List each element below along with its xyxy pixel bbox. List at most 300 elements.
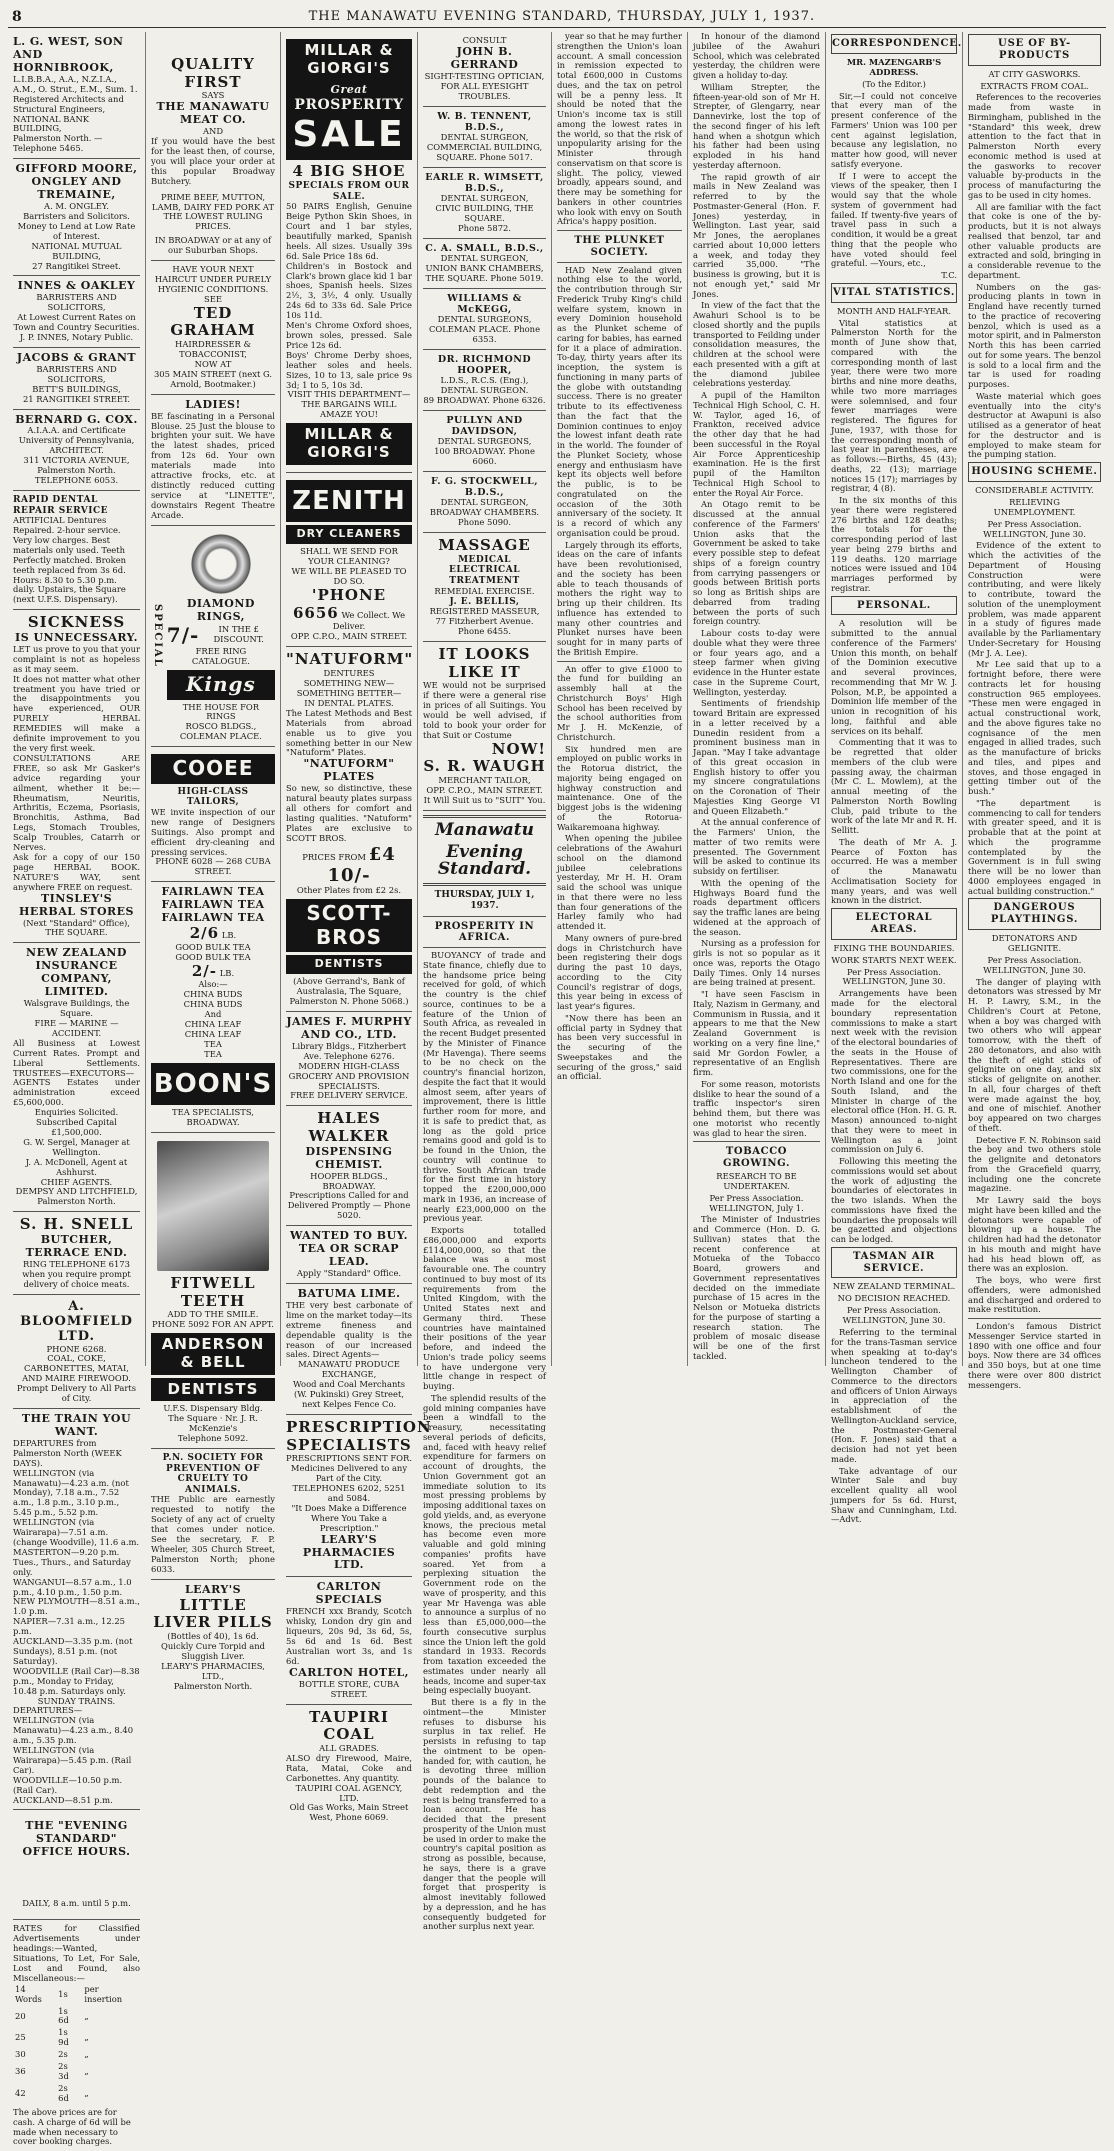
ad-line: Palmerston North. — [173, 1680, 253, 1691]
ad-title: PULLYN AND DAVIDSON, — [446, 414, 523, 438]
ad-ted-graham — [151, 261, 275, 395]
sale-word: SALE — [292, 113, 406, 155]
news-paragraph: Six hundred men are employed on public works in the Rotorua district, the majority being engaged on highway construction and maintenance. One of the biggest jobs is the widening of the Rotorua-Waikaremoana highway. — [557, 743, 682, 832]
column-3 — [281, 32, 432, 1823]
table-cell: „ — [84, 2049, 89, 2060]
table-row — [13, 1984, 140, 2006]
letter-signature: T.C. — [941, 270, 957, 281]
ad-line: CONSULTATIONS ARE FREE, so ask Mr Gasker's advice regarding your ailment, whether it be:—Rheumatism, Neuritis, Arthritis, Eczema, Psoriasis, Bronchitis, Asthma, Bad Legs, Stomach Troubles, Scalp Troubles, Catarrh or Nerves. — [13, 752, 140, 853]
letter-paragraph: If I were to accept the views of the speaker, then I would say that the whole system of government had failed. If twenty-five years of travel pass in such a condition, it would be a great thing that the people who have voted should feel grateful. —Yours, etc., — [831, 170, 957, 269]
ad-line: THE Public are earnestly requested to notify the Society of any act of cruelty that comes under notice. See the secretary, F. P. Wheeler, 305 Church Street, Palmerston North; phone 6033. — [151, 1494, 275, 1574]
ad-line: REGISTERED MASSEUR, — [429, 606, 540, 617]
ad-title: W. B. TENNENT, B.D.S., — [437, 110, 532, 133]
ad-line: Prescriptions Called for and Delivered Promptly — Phone 5020. — [287, 1190, 411, 1221]
ad-line: COLEMAN PLACE. Phone 6353. — [428, 323, 541, 344]
ad-line: WOODVILLE—10.50 p.m. (Rail Car). — [13, 1774, 123, 1795]
ad-line: WE WILL BE PLEASED TO DO SO. — [291, 566, 407, 586]
ad-title: JAMES F. MURPHY AND CO., LTD. — [286, 1014, 412, 1041]
divider — [968, 1318, 1101, 1319]
news-paragraph: The rapid growth of air mails in New Zealand was referred to by the Postmaster-General (Hon. F. Jones) yesterday, in Wellington. Last year, said Mr Jones, the aeroplanes carried about 10,000 letters a week, and today they carried 35,000. "The business is growing, but it is not enough yet," said Mr Jones. — [693, 171, 820, 299]
ad-line: DENTAL SURGEON. — [440, 385, 529, 396]
ad-sickness — [13, 610, 140, 943]
ad-title: JACOBS & GRANT — [16, 350, 137, 364]
ad-taupiri-coal — [286, 1705, 412, 1828]
ad-line: BROADWAY CHAMBERS. — [429, 507, 540, 518]
ad-line: A. M. ONGLEY. — [44, 201, 109, 212]
ad-line: DAILY, 8 a.m. until 5 p.m. — [22, 1898, 131, 1909]
news-paragraph: With the opening of the Highways Board fund the roads department officers say the traffic lanes are being widened at the approach of the season. — [693, 877, 820, 937]
table-cell: „ — [84, 2010, 89, 2021]
table-cell: 14 Words — [15, 1983, 42, 2004]
article-subheadline: WORK STARTS NEXT WEEK. — [831, 954, 957, 965]
ad-title: TEETH — [180, 1291, 246, 1310]
ad-line: If you would have the best for the least then, of course, you will place your order at this popular Broadway Butchery. — [151, 136, 275, 186]
column-2 — [146, 32, 281, 1691]
ad-innes-oakley — [13, 276, 140, 348]
ad-line: 50 PAIRS English, Genuine Beige Python Skin Shoes, in Court and 1 bar styles, beautifully marked, Spanish heels. All sizes. Usually 39s 6d. Sale Price 18s 6d. — [286, 201, 412, 261]
ad-line: AUCKLAND—3.35 p.m. (not Sundays), 8.51 p.m. (not Saturday). — [13, 1636, 133, 1666]
ad-line: OPP. C.P.O., MAIN STREET. — [426, 784, 543, 795]
article-paragraph: But there is a fly in the ointment—the Minister refuses to disburse his surplus in tax relief. He persists in refusing to tap the ointment to be open-handed for, with caution, he is devoting three million pounds of the balance to debt redemption and the rest is being transferred to a loan account. He has decided that the present prosperity of the Union must be used in order to make the country's capital position as strong as possible, because, he says, there is a grave danger that the people will forget that prosperity is almost inevitably followed by a depression, and he has consequently budgeted for another surplus next year. — [423, 1697, 546, 1932]
ad-line: DENTAL SURGEON, — [440, 497, 529, 508]
ad-title: GIFFORD MOORE, ONGLEY AND TREMAINE, — [15, 162, 138, 202]
ad-title: SICKNESS — [27, 613, 126, 632]
ad-gifford-moore — [13, 159, 140, 276]
rates-heading: RATES for Classified Advertisements under headings:—Wanted, Situations, To Let, For Sale, Lost and Found, also Miscellaneous:— — [13, 1923, 140, 1983]
ad-line: HAIRDRESSER & TOBACCONIST, — [175, 339, 251, 359]
article-paragraph: All are familiar with the fact that coke is one of the by-products, but it is not always realised that benzol, tar and other valuable products are extracted and sold, bringing in a considerable revenue to the department. — [968, 201, 1101, 280]
ad-line: LET us prove to you that your complaint is not as hopeless as it may seem. — [13, 643, 140, 674]
ad-wanted-to-buy — [286, 1226, 412, 1284]
ad-line: (Bottles of 40), 1s 6d. — [167, 1631, 259, 1642]
ad-line: The Square · Nr. J. R. McKenzie's — [168, 1413, 258, 1434]
article-subheadline: MONTH AND HALF-YEAR. — [837, 305, 951, 316]
ad-line: SOMETHING NEW— — [303, 678, 395, 689]
ad-title: FAIRLAWN TEA — [161, 898, 265, 912]
table-row — [13, 2049, 140, 2061]
article-paragraph: Arrangements have been made for the electoral boundary representation commissions to make a start next week with the revision of the electoral boundaries of the seats in the House of Representatives. There are two commissions, one for the North Island and one for the South Island, and the Minister in charge of the electoral office (Hon. H. G. R. Mason) announced to-night that they were to meet in Wellington as a joint commission on July 6. — [831, 988, 957, 1155]
ad-line: CHIEF AGENTS. — [40, 1176, 113, 1187]
ad-hales-walker — [286, 1106, 412, 1226]
table-cell: 20 — [15, 2010, 26, 2021]
section-heading: HOUSING SCHEME. — [968, 462, 1101, 482]
news-paragraph: London's famous District Messenger Service started in 1890 with one office and four boys. Now there are 34 offices and 350 boys, but at one time there were over 800 district messengers. — [968, 1321, 1101, 1390]
ad-title: BATUMA LIME. — [297, 1286, 401, 1300]
ad-line: J. A. McDonell, Agent at Ashhurst. — [25, 1156, 128, 1177]
column-5 — [552, 32, 688, 1366]
ad-murphy — [286, 1012, 412, 1106]
ad-line: Other Plates from £2 2s. — [296, 885, 402, 896]
ad-line: THE BARGAINS WILL AMAZE YOU! — [301, 399, 397, 420]
divider — [423, 883, 546, 886]
ad-line: It Will Suit us to "SUIT" You. — [423, 794, 546, 805]
ad-subtitle: OFFICE HOURS. — [22, 1845, 131, 1859]
ad-line: NOW AT — [194, 358, 232, 369]
phone-number: 'PHONE 6656 — [292, 585, 387, 622]
ad-line: NATIONAL BANK BUILDING, — [13, 113, 90, 134]
ad-line: Ask for a copy of our 150 page HERBAL BOOK. NATURE'S WAY, sent anywhere FREE on request. — [13, 851, 140, 892]
article-paragraph: Evidence of the extent to which the activities of the Department of Housing Construction were contributing, and were likely to contribute, toward the solution of the unemployment problem, was made apparent in a study of figures made available by the Parliamentary Under-Secretary for Housing (Mr J. A. Lee). — [968, 540, 1101, 658]
article-byline: Per Press Association. WELLINGTON, June 30. — [842, 966, 946, 987]
news-paragraph: "I have seen Fascism in Italy, Nazism in Germany, and Communism in Russia, and it appears to me that the New Zealand Government is working on a very fine line," said Mr Gordon Fowler, a representative of an English firm. — [693, 989, 821, 1077]
article-subheadline: CONSIDERABLE ACTIVITY. — [975, 484, 1094, 495]
ad-title: DR. RICHMOND HOOPER, — [437, 353, 532, 376]
unit: LB. — [219, 967, 235, 978]
article-paragraph: The splendid results of the gold mining companies have been a windfall to the Treasury, necessitating several periods of deficits, and, faced with heavy relief expenditure for farmers on account of droughts, the Union Government got an immediate solution to its most pressing problems by imposing additional taxes on gold yields, and, as everyone knows, the precious metal has become even more valuable and gold mining companies' profits have soared. Yet from a perplexing situation the Government rode on the wave of prosperity, and this year Mr Havenga was able to announce a surplus of no less than £5,000,000—the fourth consecutive surplus since the Union left the gold standard in 1933. Records from taxation exceeded the estimates under nearly all heads, income and super-tax being especially buoyant. — [423, 1392, 546, 1696]
page-number: 8 — [12, 8, 22, 25]
divider — [423, 916, 546, 917]
ad-title: SPECIALISTS — [286, 1435, 412, 1454]
ad-line: DENTURES — [323, 667, 375, 678]
ad-line: 305 MAIN STREET (next G. Arnold, Bootmaker.) — [153, 368, 273, 389]
ad-title: TAUPIRI COAL — [309, 1707, 389, 1744]
ad-nz-insurance — [13, 943, 140, 1212]
ad-line: Children's in Bostock and Clark's brown glace kid 1 bar shoes, Spanish heels. Sizes 2½, 3, 3½, 4 only. Usually 24s 6d to 33s 6d. Sale Price 10s 11d. — [286, 260, 412, 321]
ad-ladies-blouse — [151, 395, 275, 526]
ad-line: Telephone 5092. — [177, 1433, 249, 1444]
ad-line: HOOPER BLDGS., BROADWAY. — [310, 1170, 388, 1191]
ad-line: HAVE YOUR NEXT HAIRCUT UNDER PURELY HYGIENIC CONDITIONS. SEE — [154, 264, 272, 304]
ad-cooee — [151, 747, 275, 882]
ad-line: LEARY'S PHARMACIES, LTD., — [161, 1660, 265, 1681]
ad-line: 100 BROADWAY. Phone 6060. — [434, 446, 535, 467]
ad-stockwell — [423, 472, 546, 533]
table-row — [13, 2061, 140, 2083]
article-paragraph: Following this meeting the commissions would set about the work of adjusting the boundaries of electorates in the two islands. When the commissions have fixed the boundaries the proposals will be gazetted and objections can be lodged. — [831, 1156, 957, 1245]
ad-line: RING TELEPHONE 6173 when you require prompt delivery of choice meats. — [22, 1258, 131, 1289]
ad-line: DEMPSY AND LITCHFIELD, — [15, 1186, 138, 1197]
cooee-logo: COOEE — [151, 754, 275, 784]
ad-line: Phone 5872. — [457, 222, 512, 233]
article-paragraph: In the six months of this year there were registered 276 births and 128 deaths; the totals for the corresponding period of last year being 279 births and 119 deaths. 120 marriage notices were issued and 104 marriages performed by registrar. — [831, 495, 957, 593]
ad-line: A.I.A.A. and Certificate University of Pennsylvania, — [18, 425, 135, 446]
letter-paragraph: Sir,—I could not conceive that every man of the present conference of the Farmers' Union was 100 per cent against legislation, because any legislation, no matter how good, will never satisfy everyone. — [831, 90, 957, 169]
ad-line: FOR ALL EYESIGHT TROUBLES. — [440, 80, 529, 101]
table-cell: 36 — [15, 2066, 26, 2077]
ad-learys-pills — [151, 1580, 275, 1696]
ad-snell — [13, 1212, 140, 1294]
ad-line: NOW! — [491, 739, 546, 758]
ad-line: DENTAL SURGEON, — [440, 193, 529, 204]
news-paragraph: Nursing as a profession for girls is not so popular as it once was, reports the Otago Daily Times. Only 14 nurses are being trained at present. — [693, 938, 820, 988]
ad-line: IN BROADWAY or at any of our Suburban Shops. — [154, 235, 272, 256]
ad-line: PHONE 6028 — 268 CUBA STREET. — [155, 856, 271, 877]
article-paragraph: "The department is commencing to call for tenders with greater speed, and it is probable that at the point at which the programme contemplated by the Government is in full swing there will be no lower than 4000 employees engaged in actual building construction." — [968, 797, 1101, 896]
editorial-masthead: Manawatu — [434, 819, 535, 840]
columns — [8, 31, 1106, 2147]
ad-line: WELLINGTON (via Manawatu)—4.23 a.m., 8.40 a.m., 5.35 p.m. — [13, 1715, 134, 1746]
ad-line: WELLINGTON (via Wairarapa)—7.51 a.m. (change Woodville), 11.6 a.m. — [13, 1517, 140, 1548]
ad-line: WELLINGTON (via Wairarapa)—5.45 p.m. (Rail Car). — [13, 1745, 132, 1775]
ad-quality-first — [151, 32, 275, 261]
ad-title: WANTED TO BUY. — [290, 1229, 408, 1243]
ad-line: So new, so distinctive, these natural beauty plates surpass all others for comfort and lasting qualities. "Natuform" Plates are exclusive to SCOTT BROS. — [286, 783, 412, 843]
article-paragraph: Exports totalled £86,000,000 and exports £114,000,000, so that the balance was a most favourable one. The country continued to buy most of its requirements from the United Kingdom, with the United States next and Germany third. These countries have maintained their positions of the year before, and indeed the Union's trade policy seems to have undergone very little change in respect of buying. — [423, 1225, 546, 1392]
ad-line: BROADWAY. — [186, 1117, 240, 1128]
ad-title: FAIRLAWN TEA — [161, 885, 265, 899]
article-paragraph: Vital statistics at Palmerston North for the month of June show that, compared with the corresponding month of last year, there were two more births and nine more deaths, while two more marriages were solemnised, and four fewer marriages were registered. The figures for June, 1937, with those for the corresponding month of last year in parentheses, are as follows:—Births, 45 (43); deaths, 22 (13); marriage notices 15 (17); marriages by registrar, 4 (8). — [831, 317, 957, 494]
ad-line: UNION BANK CHAMBERS, — [425, 262, 544, 273]
table-cell: 42 — [15, 2087, 26, 2098]
price: 2/- — [191, 961, 218, 980]
article-byline: Per Press Association. WELLINGTON, June 30. — [983, 518, 1086, 539]
news-paragraph: An offer to give £1000 to the fund for building an assembly hall at the Christchurch Boys' High School has been received by the school authorities from Mr J. H. McKenzie, of Christchurch. — [557, 663, 682, 742]
ad-line: BETT'S BUILDINGS, — [32, 383, 121, 394]
ad-line: MANAWATU PRODUCE EXCHANGE, — [298, 1359, 400, 1380]
column-1 — [8, 32, 146, 2147]
ad-title: DIAMOND RINGS, — [186, 596, 255, 623]
article-byline: (To the Editor.) — [862, 78, 926, 89]
ad-line: WANGANUI—8.57 a.m., 1.0 p.m., 4.10 p.m., 1.50 p.m. — [13, 1576, 132, 1597]
dentists-logo: DENTISTS — [151, 1378, 275, 1402]
ad-bloomfield — [13, 1295, 140, 1409]
ad-line: Also:— — [198, 979, 228, 990]
table-cell: 25 — [15, 2032, 26, 2043]
ad-line: ADD TO THE SMILE. — [167, 1309, 259, 1320]
price: £4 10/- — [327, 843, 396, 886]
ad-title: A. BLOOMFIELD LTD. — [20, 1298, 133, 1345]
ad-line: CIVIC BUILDING, THE SQUARE. — [435, 203, 534, 223]
article-subheadline: NEW ZEALAND TERMINAL. — [832, 1281, 956, 1292]
article-subheadline: EXTRACTS FROM COAL. — [980, 80, 1089, 91]
ad-line: FREE RING CATALOGUE. — [191, 646, 250, 666]
news-paragraph: A pupil of the Hamilton Technical High School, C. H. W. Taylor, aged 16, of Frankton, received advice the other day that he had been successful in the Royal Air Force Apprenticeship examination. He is the first pupil of the Hamilton Technical High School to enter the Royal Air Force. — [693, 390, 820, 498]
ad-fairlawn-tea — [151, 882, 275, 1133]
ad-line: Prompt Delivery to All Parts of City. — [16, 1383, 137, 1404]
ad-line: J. P. INNES, Notary Public. — [19, 332, 134, 342]
news-paragraph: Labour costs to-day were double what they were three or four years ago, and a steep farmer when giving evidence in the Hunter estate case in the Supreme Court, Wellington, yesterday. — [693, 628, 820, 697]
news-paragraph: In honour of the diamond jubilee of the Awahuri School, which was celebrated yesterday, the children were given a holiday to-day. — [693, 31, 820, 80]
ad-dental-repair — [13, 491, 140, 610]
ad-hooper — [423, 350, 546, 411]
ad-subtitle: MEDICAL ELECTRICAL TREATMENT — [448, 554, 521, 587]
ad-prescription — [286, 1415, 432, 1578]
ad-batuma-lime — [286, 1284, 412, 1415]
newspaper-page — [8, 6, 1106, 2147]
section-heading: PERSONAL. — [831, 596, 957, 616]
article-paragraph: HAD New Zealand given nothing else to the world, the contribution through Sir Frederick Truby King's child welfare system, known in every Dominion household as the Plunket scheme of caring for babies, has earned for it a place of admiration. To-day, thirty years after its inception, the system is functioning in many parts of the globe with outstanding success. There is no greater tribute to its effectiveness than the fact that the Dominion continues to enjoy the lowest infant death rate in the world. The founder of the Plunket Society, whose energy and enthusiasm have kept its objects well before the public, is to be congratulated on the occasion of the 30th anniversary of the society. It is a record of which any organisation could be proud. — [557, 264, 682, 538]
section-heading: ELECTORAL AREAS. — [831, 908, 957, 940]
ad-line: LEARY'S PHARMACIES LTD. — [302, 1532, 396, 1572]
column-8 — [963, 32, 1106, 1390]
ad-jacobs-grant — [13, 348, 140, 410]
ad-line: TEA SPECIALISTS, — [172, 1107, 254, 1118]
ad-west-hornibrook — [13, 32, 140, 159]
table-row — [13, 2006, 140, 2028]
ad-line: Palmerston North. — Telephone 5465. — [13, 133, 103, 154]
ad-line: Library Bldgs., Fitzherbert Ave. Telephone 6276. — [291, 1040, 407, 1061]
ad-line: Medicines Delivered to any Part of the City. — [290, 1463, 408, 1484]
boons-logo: BOON'S — [151, 1063, 275, 1106]
ad-line: Palmerston North. — [37, 1196, 116, 1207]
article-headline: THE PLUNKET SOCIETY. — [574, 235, 665, 258]
ad-title: BERNARD G. COX. — [15, 412, 138, 426]
ad-subtitle: SPECIALS FROM OUR SALE. — [288, 181, 410, 202]
ad-title: THE TRAIN YOU WANT. — [21, 1412, 132, 1438]
ad-line: IN DENTAL PLATES. — [304, 697, 394, 708]
ad-line: 89 BROADWAY. Phone 6326. — [423, 394, 546, 405]
article-paragraph: BUOYANCY of trade and State finance, chiefly due to the handsome price being received for gold, of which the country is the chief source, continues to be a feature of the Union of South Africa, as revealed in the recent Budget presented by the Minister of Finance (Mr Havenga). There seems to be no check on the country's financial horizon, despite the fact that it would almost seem, after years of improvement, there is little further room for more, and it is safe to predict that, as long as the gold price remains good and gold is to be found in the Union, the country will continue to thrive. South African trade for the first time in history topped the £200,000,000 mark in 1936, an increase of nearly £23,000,000 on the previous year. — [423, 950, 546, 1224]
ad-line: FIRE — MARINE — ACCIDENT. — [34, 1018, 119, 1038]
ad-line: SUNDAY TRAINS. — [37, 1695, 116, 1706]
article-paragraph: The danger of playing with detonators was stressed by Mr H. P. Lawry, S.M., in the Children's Court at Petone, when a boy was charged with two others who will appear tomorrow, with the theft of 280 detonators, and also with the theft of eight sticks of gelignite on one day, and six sticks of gelignite on another. In all, four charges of theft were made against the boy, and one of mischief. Another boy appeared on two charges of theft. — [968, 976, 1101, 1133]
article-paragraph: The boys, who were first offenders, were admonished and discharged and ordered to make restitution. — [968, 1275, 1101, 1315]
article-paragraph: year so that he may further strengthen the Union's loan account. A small concession in remission expected to total £600,000 in Customs dues, and the tax on petrol will be a penny less. It should be noted that the Union's income tax is still among the lowest rates in the world, so that the risk of unpopularity arising for the Minister through conservatism on that score is slight. The policy, viewed broadly, appears sound, and there may be something for bankers in other countries who look with envy on South Africa's happy position. — [557, 31, 682, 227]
article-subheadline: MR. MAZENGARB'S ADDRESS. — [846, 56, 942, 77]
article-paragraph: The Minister of Industries and Commerce (Hon. D. G. Sullivan) states that the recent conference at Motueka of the Tobacco Board, growers and Government representatives decided on the immediate purchase of 15 acres in the Nelson or Motueka districts for the purpose of starting a research station. The problem of mosaic disease will be one of the first tackled. — [693, 1214, 820, 1361]
ad-kings-rings — [151, 526, 275, 748]
section-heading: VITAL STATISTICS. — [831, 283, 957, 303]
ad-millar-giorgi-sale — [286, 32, 412, 473]
ad-line: SIGHT-TESTING OPTICIAN, — [424, 70, 545, 81]
ad-line: WE would not be surprised if there were a general rise in prices of all Suitings. You would be well advised, if told to book your order for that Suit or Costume — [423, 680, 546, 740]
ad-line: ROSCO BLDGS., COLEMAN PLACE. — [179, 721, 262, 742]
ad-title: MASSAGE — [438, 536, 531, 555]
ad-title: P.N. SOCIETY FOR PREVENTION OF CRUELTY TO ANIMALS. — [162, 1452, 264, 1495]
column-4 — [418, 32, 552, 1932]
ad-line: Men's Chrome Oxford shoes, brown soles, pressed. Sale Price 12s 6d. — [286, 320, 412, 350]
ad-subtitle: IS UNNECESSARY. — [15, 630, 138, 644]
editorial-masthead: Evening Standard. — [437, 841, 532, 880]
ad-line: IN THE £ DISCOUNT. — [213, 624, 264, 645]
ad-line: FREE DELIVERY SERVICE. — [290, 1090, 408, 1101]
news-paragraph: When opening the jubilee celebrations of the Awahuri school on the diamond jubilee celebrations yesterday, Mr H. H. Oram said the school was unique in that there were no less than four generations of the Harley family who had attended it. — [557, 833, 682, 932]
table-cell: per insertion — [84, 1983, 123, 2004]
ad-rates — [13, 1920, 140, 2151]
article-subheadline: RESEARCH TO BE UNDERTAKEN. — [716, 1170, 797, 1191]
ad-subtitle: HIGH-CLASS TAILORS, — [177, 786, 249, 808]
ad-line: THE SQUARE. Phone 5019. — [425, 272, 544, 283]
ad-line: DENTAL SURGEON, — [440, 252, 529, 263]
ad-line: DENTAL SURGEONS, — [437, 314, 532, 325]
ad-line: PHONE 5092 FOR AN APPT. — [152, 1319, 274, 1330]
ad-line: BARRISTERS AND SOLICITORS, — [36, 292, 117, 313]
ad-title: "NATUFORM" — [286, 650, 414, 669]
ad-line: 311 VICTORIA AVENUE, — [23, 455, 130, 466]
ad-line: VISIT THIS DEPARTMENT— — [287, 389, 411, 400]
ad-line: Subscribed Capital £1,500,000. — [36, 1117, 117, 1137]
ad-line: COMMERCIAL BUILDING, — [426, 141, 543, 152]
news-paragraph: Many owners of pure-bred dogs in Christchurch have been registering their dogs during the past 10 days, according to the City Council's registrar of dogs, this year being in excess of last year's figures. — [557, 932, 682, 1012]
ad-line: All Business at Lowest Current Rates. Prompt and Liberal Settlements. TRUSTEES—EXECUTORS—AGENTS Estates under administration exceed £5,600,000. — [13, 1037, 140, 1108]
ad-line: Barristers and Solicitors. — [23, 210, 130, 221]
ad-line: Wood and Coal Merchants (W. Pukinski) Grey Street, next Kelpes Fence Co. — [292, 1379, 405, 1409]
ad-line: Apply "Standard" Office. — [296, 1268, 402, 1279]
ad-line: (Next "Standard" Office), — [23, 917, 130, 928]
table-cell: 2s — [58, 2049, 68, 2060]
news-paragraph: "Now there has been an official party in Sydney that has been very successful in the securing of the Sweepstakes and the securing of the gross," said an official. — [557, 1012, 682, 1082]
section-heading: USE OF BY-PRODUCTS — [968, 34, 1101, 66]
ad-line: SQUARE. Phone 5017. — [436, 151, 533, 162]
ad-line: L.D.S., R.C.S. (Eng.), — [440, 375, 529, 386]
ad-title: NEW ZEALAND INSURANCE COMPANY, LIMITED. — [26, 946, 127, 999]
ad-line: PHONE 6268. — [46, 1343, 107, 1354]
news-paragraph: For some reason, motorists dislike to hear the sound of a traffic inspector's siren behind them, but there was one motorist who recently was glad to hear the siren. — [693, 1078, 820, 1138]
ad-line: G. W. Sergel, Manager at Wellington. — [23, 1136, 130, 1157]
ad-line: PRIME BEEF, MUTTON, LAMB, DAIRY FED PORK AT THE LOWEST RULING PRICES. — [151, 191, 275, 232]
section-heading: CORRESPONDENCE. — [831, 34, 957, 54]
ad-title: WILLIAMS & McKEGG, — [447, 292, 522, 315]
article-paragraph: Mr Lawry said the boys might have been killed and the detonators were capable of blowing up a house. The children had had the detonator in his mouth and might have had his head blown off, as there was an explosion. — [968, 1195, 1101, 1274]
masthead-title: THE MANAWATU EVENING STANDARD, THURSDAY, JULY 1, 1937. — [308, 9, 816, 24]
ad-line: CONSULT — [462, 35, 507, 45]
ad-title: QUALITY FIRST — [171, 55, 255, 91]
ad-line: Registered Architects and Structural Engineers, — [13, 93, 124, 114]
ad-line: BOTTLE STORE, CUBA STREET. — [298, 1678, 400, 1699]
ad-office-hours — [13, 1810, 140, 1920]
ad-line: Old Gas Works, Main Street West, Phone 6069. — [289, 1802, 409, 1823]
ad-massage — [423, 533, 546, 642]
ad-line: DEPARTURES— — [13, 1705, 83, 1716]
discount-amount: 7/- — [166, 622, 200, 647]
ad-line: BE fascinating in a Personal Blouse. 25 Just the blouse to brighten your suit. We have the latest shades, priced from 12s 6d. Your own materials made into attractive frocks, etc. at distinctly reduced cutting service at "LINETTE", downstairs Regent Theatre Arcade. — [151, 410, 275, 520]
section-heading: TASMAN AIR SERVICE. — [831, 1247, 957, 1279]
millar-giorgi-logo: MILLAR & GIORGI'S — [286, 39, 412, 80]
unit: LB. — [221, 930, 237, 941]
ad-subtitle: DISPENSING CHEMIST. — [305, 1144, 393, 1171]
ad-line: NAPIER—7.31 a.m., 12.25 p.m. — [13, 1616, 125, 1637]
woman-portrait-picture — [157, 1141, 269, 1271]
ad-title: LITTLE LIVER PILLS — [153, 1595, 273, 1632]
section-heading: DANGEROUS PLAYTHINGS. — [968, 898, 1101, 930]
ad-title: CARLTON SPECIALS — [315, 1580, 383, 1607]
ad-title: LEARY'S — [184, 1582, 242, 1596]
ad-line: THE HOUSE FOR RINGS — [182, 701, 260, 722]
ad-line: MASTERTON—9.20 p.m. Tues., Thurs., and Saturday only. — [13, 1546, 131, 1577]
ad-line: AUCKLAND—8.51 p.m. — [13, 1794, 113, 1805]
ad-line: DENTAL SURGEONS, — [437, 436, 532, 447]
anderson-bell-logo: ANDERSON & BELL — [151, 1333, 275, 1374]
millar-giorgi-logo: MILLAR & GIORGI'S — [286, 423, 412, 464]
ad-line: Phone 5090. — [457, 517, 512, 528]
ad-wimsett — [423, 168, 546, 239]
article-paragraph: Mr Lee said that up to a fortnight before, there were contracts let for housing construction 965 employees. "These men were engaged in actual constructional work, and the above figures take no cognisance of the men engaged in allied trades, such as the manufacture of bricks and tiles, and pipes and stoves, and those engaged in getting timber out of the bush." — [968, 659, 1101, 797]
table-cell: 1s — [58, 1988, 68, 1999]
ad-carlton — [286, 1577, 412, 1704]
ad-title: PRESCRIPTION — [286, 1417, 432, 1436]
ad-line: CHINA BUDS — [183, 989, 243, 1000]
ad-line: TEA — [204, 1048, 222, 1059]
ad-subtitle: BUTCHER, TERRACE END. — [25, 1232, 128, 1259]
article-paragraph: The death of Mr A. J. Pearce of Foxton has occurred. He was a member of the Manawatu Acclimatisation Society for many years, and was well known in the district. — [831, 836, 957, 906]
ad-line: DEPARTURES from Palmerston North (WEEK DAYS). — [13, 1437, 122, 1468]
ad-line: GOOD BULK TEA — [175, 941, 251, 952]
news-paragraph: William Strepter, the fifteen-year-old son of Mr H. Strepter, of Glengarry, near Dannevirke, lost the top of the second finger of his left hand when a shotgun which his father had been using exploded in his hand yesterday afternoon. — [693, 81, 820, 170]
ad-title: L. G. WEST, SON AND HORNIBROOK, — [13, 35, 124, 74]
article-paragraph: A resolution will be submitted to the annual conference of the Farmers' Union this month, on behalf of the Dominion executive and several provinces, recommending that Mr W. J. Polson, M.P., be appointed a Dominion life member of the union in recognition of his long, faithful and able services on its behalf. — [831, 618, 957, 736]
ad-waugh-tailor — [423, 642, 546, 811]
ad-line: At Lowest Current Rates on Town and Country Securities. — [13, 312, 140, 333]
ad-line: TELEPHONE 6053. — [34, 475, 119, 485]
divider — [557, 230, 682, 231]
divider — [557, 661, 682, 662]
ad-line: U.F.S. Dispensary Bldg. — [163, 1403, 263, 1414]
ad-line: NEW PLYMOUTH—8.51 a.m., 1.0 p.m. — [13, 1596, 140, 1617]
ad-zenith — [286, 473, 412, 648]
column-7 — [826, 32, 963, 1525]
news-paragraph: At the annual conference of the Farmers' Union, the matter of two remits were presented. The Government will be asked to continue its subsidy on fertiliser. — [693, 817, 820, 876]
article-paragraph: Referring to the terminal for the trans-Tasman service when speaking at to-day's luncheon tendered to the Wellington Chamber of Commerce to the directors and officers of Union Airways in appreciation of the establishment of the Wellington-Auckland service, the Postmaster-General (Hon. F. Jones) said that a decision had not yet been made. — [831, 1327, 957, 1464]
ad-line: TINSLEY'S HERBAL STORES — [19, 891, 134, 918]
ad-line: TAUPIRI COAL AGENCY, LTD. — [295, 1782, 403, 1803]
ad-line: ARTIFICIAL Dentures Repaired. 2-hour service. Very low charges. Best materials only used. Teeth Perfectly matched. Broken teeth replaced from 3s 6d. Hours: 8.30 to 5.30 p.m. daily. Upstairs, the Square (next U.F.S. Dispensary). — [13, 515, 127, 605]
column-6 — [688, 32, 826, 1366]
ad-title: INNES & OAKLEY — [17, 279, 136, 293]
ad-line: ALSO dry Firewood, Maire, Rata, Matai, Coke and Carbonettes. Any quantity. — [286, 1752, 412, 1783]
ad-line: Money to Lend at Low Rate of Interest. — [17, 220, 136, 241]
ad-line: Palmerston North. — [37, 465, 116, 476]
table-cell: 2s 3d — [58, 2061, 69, 2081]
